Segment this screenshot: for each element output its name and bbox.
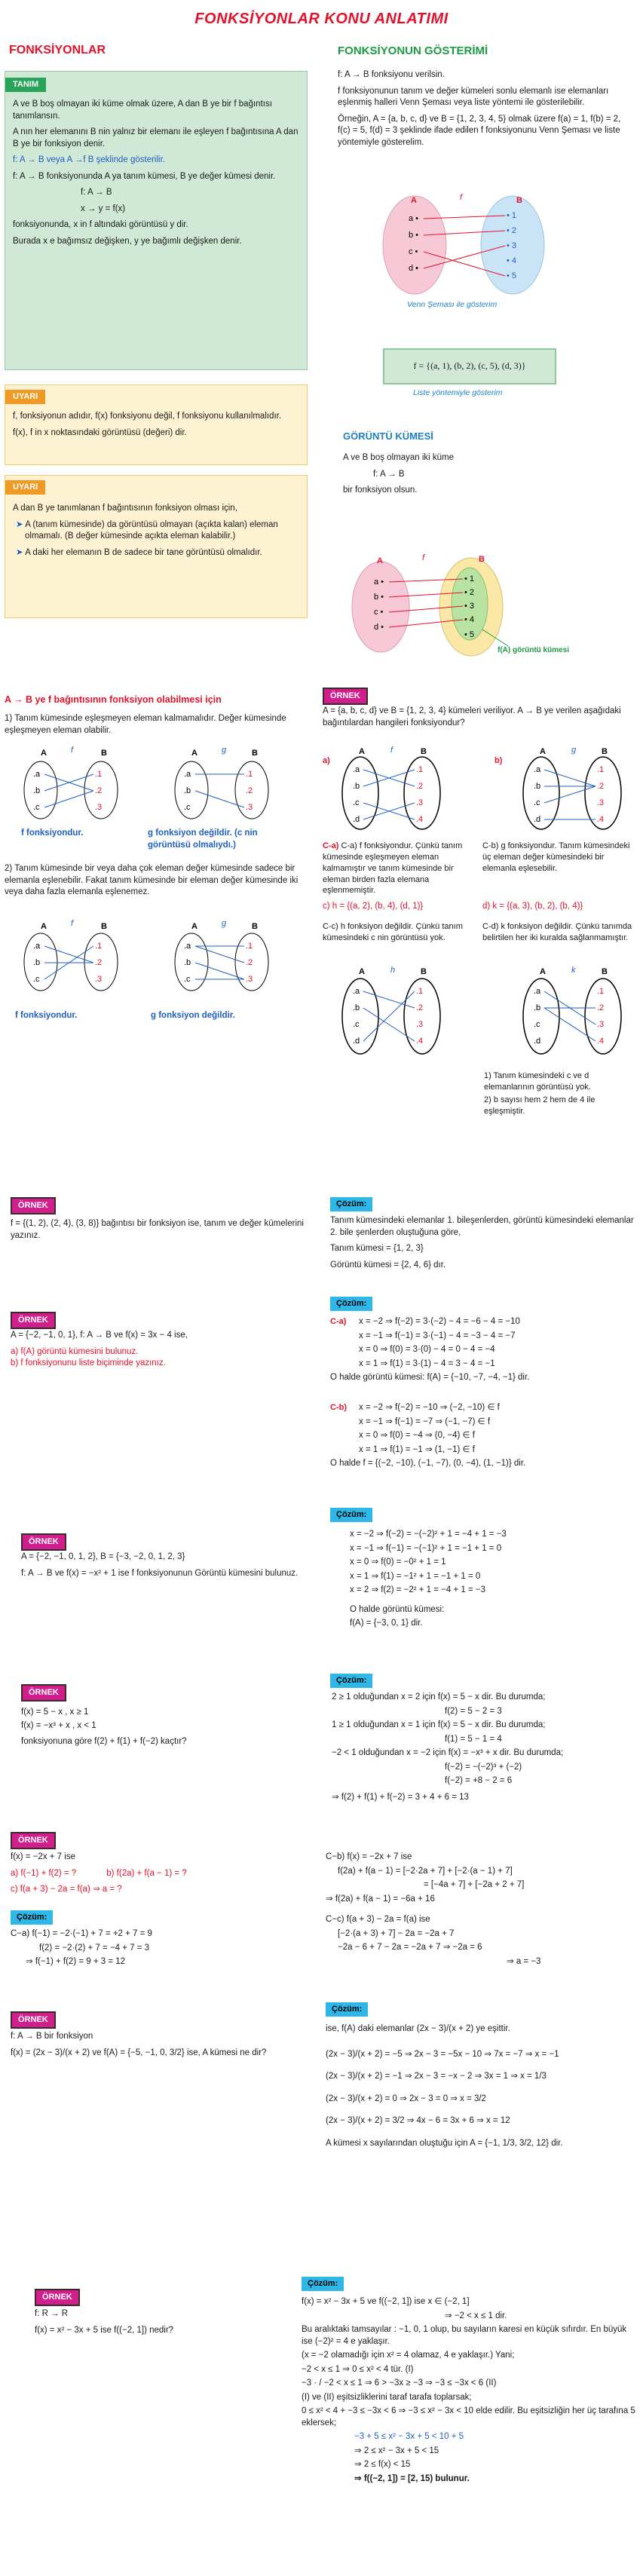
uyari-box-1 <box>5 384 308 465</box>
ex4-conclusion-2: f(A) = {−3, 0, 1} dir. <box>350 1619 423 1628</box>
ex6-c-line-4: ⇒ a = −3 <box>507 1956 541 1966</box>
svg-text:g: g <box>571 746 577 755</box>
ex1-answer-b <box>482 841 633 874</box>
svg-text:.a: .a <box>33 770 41 779</box>
svg-text:A: A <box>41 922 47 931</box>
svg-text:b •: b • <box>409 231 419 240</box>
svg-text:B: B <box>479 555 485 564</box>
svg-text:g: g <box>222 746 227 755</box>
ex8-question-2: f(x) = x² − 3x + 5 ise f((−2, 1]) nedir? <box>35 2325 174 2335</box>
svg-text:b): b) <box>494 756 503 765</box>
svg-text:.1: .1 <box>95 770 103 779</box>
svg-text:• 1: • 1 <box>507 211 517 220</box>
ex8-line-7: (I) ve (II) eşitsizliklerini taraf tarafa toplarsak; <box>302 2392 472 2402</box>
caption-g1 <box>148 828 299 851</box>
ex1-answer-b-text: C-b) g fonksiyondur. Tanım kümesindeki üç eleman değer kümesindeki bir elemanla eşlesebilir. <box>482 841 630 873</box>
tanim-text-1: A ve B boş olmayan iki küme olmak üzere, A dan B ye bir f bağıntısı tanımlansın. <box>13 100 272 121</box>
svg-text:.3: .3 <box>416 1020 424 1029</box>
ex3-b-line-2: x = −1 ⇒ f(−1) = −7 ⇒ (−1, −7) ∈ f <box>359 1417 491 1426</box>
svg-text:.3: .3 <box>246 803 253 812</box>
svg-text:.2: .2 <box>597 1003 605 1012</box>
ex6-b-line-2: f(2a) + f(a − 1) = [−2·2a + 7] + [−2·(a − 1) + 7] <box>338 1866 513 1876</box>
section2-title: A → B ye f bağıntısının fonksiyon olabilmesi için <box>5 694 222 705</box>
svg-text:d •: d • <box>409 264 419 273</box>
ex6-question-0: f(x) = −2x + 7 ise <box>11 1852 75 1861</box>
ex4-conclusion-1: O halde görüntü kümesi: <box>350 1604 445 1614</box>
svg-text:c •: c • <box>374 608 384 617</box>
ex5-question: fonksiyonuna göre f(2) + f(1) + f(−2) kaçtır? <box>21 1737 187 1747</box>
tanim-text-8: Burada x e bağımsız değişken, y ye bağımlı değişken denir. <box>13 236 242 246</box>
svg-text:A: A <box>359 747 365 756</box>
svg-text:h: h <box>390 966 396 975</box>
uyari-2-bullet-2 <box>13 547 299 559</box>
svg-text:.b: .b <box>184 958 191 967</box>
ex3-b-conclusion: O halde f = {(−2, −10), (−1, −7), (0, −4), (1, −1)} dir. <box>330 1459 526 1469</box>
ex5-line-7: f(−2) = +8 − 2 = 6 <box>445 1776 513 1786</box>
ex6-a-line-1: C−a) f(−1) = −2·(−1) + 7 = +2 + 7 = 9 <box>11 1929 152 1938</box>
goruntu-text-2: f: A → B <box>373 469 405 479</box>
ex1-answer-c: C-c) h fonksiyon değildir. Çünkü tanım kümesindeki c nin görüntüsü yok. <box>323 922 463 942</box>
svg-text:• 5: • 5 <box>507 271 517 280</box>
ex2-solution-1: Tanım kümesindeki elemanlar 1. bileşenlerden, görüntü kümesindeki elemanlar 2. bile şenlerden oluştuğuna göre, <box>330 1216 634 1237</box>
tanim-text-7: fonksiyonunda, x in f altındaki görüntüsü y dir. <box>13 220 188 230</box>
ex8-line-5: −2 < x ≤ 1 ⇒ 0 ≤ x² < 4 tür. (I) <box>302 2364 414 2374</box>
svg-text:.b: .b <box>184 786 191 795</box>
ex2-question: f = {(1, 2), (2, 4), (3, 8)} bağıntısı bir fonksiyon ise, tanım ve değer kümelerini yazınız. <box>11 1219 304 1240</box>
gosterim-text-2: f fonksiyonunun tanım ve değer kümeleri sonlu elemanlı ise elemanları eşlenmiş halleri Venn Şeması veya liste yöntemi ile gösterilebilir. <box>338 86 609 108</box>
ex4-question-1: A = {−2, −1, 0, 1, 2}, B = {−3, −2, 0, 1, 2, 3} <box>21 1552 185 1561</box>
ex1-diagrams-ab <box>323 746 639 837</box>
venn-caption: Venn Şeması ile gösterim <box>407 300 498 309</box>
rule-2: 2) Tanım kümesinde bir veya daha çok eleman değer kümesinde sadece bir elemanla eşlenebilir. Fakat tanım kümesinde bir eleman değer kümesinde iki veya daha fazla elemanla eşlenemez. <box>5 864 299 897</box>
cozum-tag-5: Çözüm: <box>330 1674 372 1688</box>
ex3-solution-a-label: C-a) <box>330 1317 347 1326</box>
ex7-setup: ise, f(A) daki elemanlar (2x − 3)/(x + 2) ye eşittir. <box>326 2024 510 2033</box>
svg-text:a •: a • <box>374 577 384 587</box>
svg-text:.3: .3 <box>597 1020 605 1029</box>
svg-text:A: A <box>41 749 47 758</box>
ex7-line-2: (2x − 3)/(x + 2) = −1 ⇒ 2x − 3 = −x − 2 ⇒ 3x = 1 ⇒ x = 1/3 <box>326 2072 547 2081</box>
ex7-question-2: f(x) = (2x − 3)/(x + 2) ve f(A) = {−5, −1, 0, 3/2} ise, A kümesi ne dir? <box>11 2048 267 2057</box>
svg-text:.4: .4 <box>597 1037 605 1046</box>
ex3-a-line-2: x = −1 ⇒ f(−1) = 3·(−1) − 4 = −3 − 4 = −7 <box>359 1331 516 1340</box>
ex6-c-line-2: [−2·(a + 3) + 7] − 2a = −2a + 7 <box>338 1928 455 1938</box>
ex5-piece-2: f(x) = −x³ + x , x < 1 <box>21 1720 96 1730</box>
svg-text:f: f <box>390 746 393 755</box>
svg-text:.3: .3 <box>246 975 253 984</box>
list-caption: Liste yöntemiyle gösterim <box>413 388 503 397</box>
svg-text:• 3: • 3 <box>507 241 517 250</box>
arrow-icon: ➤ <box>16 519 26 529</box>
ex3-question: A = {−2, −1, 0, 1}, f: A → B ve f(x) = 3x − 4 ise, <box>11 1331 188 1340</box>
ex7-line-1: (2x − 3)/(x + 2) = −5 ⇒ 2x − 3 = −5x − 10 ⇒ 7x = −7 ⇒ x = −1 <box>326 2049 559 2059</box>
cozum-tag-3: Çözüm: <box>330 1297 372 1311</box>
svg-text:.a: .a <box>534 987 541 996</box>
ex6-b-line-3: = [−4a + 7] + [−2a + 2 + 7] <box>424 1880 525 1890</box>
svg-text:• 1: • 1 <box>464 574 475 584</box>
ex7-conclusion: A kümesi x sayılarından oluştuğu için A = {−1, 1/3, 3/2, 12} dir. <box>326 2138 563 2148</box>
svg-text:.b: .b <box>534 1003 541 1012</box>
svg-text:.b: .b <box>33 958 41 967</box>
ex3-a-line-3: x = 0 ⇒ f(0) = 3·(0) − 4 = 0 − 4 = −4 <box>359 1345 495 1355</box>
ex8-line-10: ⇒ 2 ≤ x² − 3x + 5 < 15 <box>354 2446 439 2455</box>
ex6-a-line-3: ⇒ f(−1) + f(2) = 9 + 3 = 12 <box>26 1957 126 1967</box>
svg-text:.1: .1 <box>246 942 253 951</box>
svg-text:.2: .2 <box>246 958 253 967</box>
ornek-tag-1: ÖRNEK <box>323 688 368 705</box>
tanim-box <box>5 71 308 370</box>
tanim-text-3: f: A → B veya A →f B şeklinde gösterilir. <box>13 155 165 165</box>
svg-text:.d: .d <box>353 1037 360 1046</box>
svg-text:.4: .4 <box>416 815 424 824</box>
ex3-b-line-4: x = 1 ⇒ f(1) = −1 ⇒ (1, −1) ∈ f <box>359 1444 475 1454</box>
svg-text:a •: a • <box>409 214 419 223</box>
ornek-tag-8: ÖRNEK <box>35 2289 80 2306</box>
svg-text:B: B <box>516 196 522 205</box>
svg-text:.c: .c <box>184 975 191 984</box>
ex1-note-1: 1) Tanım kümesindeki c ve d elemanlarının görüntüsü yok. <box>484 1071 591 1092</box>
svg-text:c •: c • <box>409 247 418 256</box>
ex3-part-b: b) f fonksiyonunu liste biçiminde yazınız. <box>11 1358 166 1368</box>
ex3-solution-a <box>330 1316 635 1386</box>
caption-g1-text: g fonksiyon değildir. (c nin görüntüsü olmalıydı.) <box>148 829 258 850</box>
svg-text:.d: .d <box>534 815 541 824</box>
svg-text:• 2: • 2 <box>507 226 517 235</box>
svg-text:f: f <box>422 553 425 562</box>
svg-text:A: A <box>540 747 546 756</box>
svg-text:A: A <box>540 967 546 976</box>
ex6-question-b: b) f(2a) + f(a − 1) = ? <box>106 1868 187 1878</box>
uyari-tag-2: UYARI <box>5 480 45 495</box>
svg-text:.c: .c <box>534 1020 540 1029</box>
ex8-line-2: ⇒ −2 < x ≤ 1 dir. <box>445 2311 507 2320</box>
ex4-question-2: f: A → B ve f(x) = −x² + 1 ise f fonksiyonunun Görüntü kümesini bulunuz. <box>21 1568 299 1578</box>
uyari-1-text-1: f, fonksiyonun adıdır, f(x) fonksiyonu değil, f fonksiyonu kullanılmalıdır. <box>13 412 282 421</box>
svg-text:.2: .2 <box>246 786 253 795</box>
svg-text:B: B <box>602 747 608 756</box>
ornek-tag-6: ÖRNEK <box>11 1832 56 1849</box>
ex8-line-6: −3 · / −2 < x ≤ 1 ⇒ 6 > −3x ≥ −3 ⇒ −3 ≤ −3x < 6 (II) <box>302 2378 497 2388</box>
ex7-line-4: (2x − 3)/(x + 2) = 3/2 ⇒ 4x − 6 = 3x + 6 ⇒ x = 12 <box>326 2116 510 2126</box>
ex8-line-1: f(x) = x² − 3x + 5 ve f((−2, 1]) ise x ∈ (−2, 1] <box>302 2297 470 2306</box>
ex3-a-conclusion: O halde görüntü kümesi: f(A) = {−10, −7, −4, −1} dir. <box>330 1373 530 1383</box>
ex5-conclusion: ⇒ f(2) + f(1) + f(−2) = 3 + 4 + 6 = 13 <box>332 1792 469 1802</box>
uyari-2-text-1: A dan B ye tanımlanan f bağıntısının fonksiyon olması için, <box>13 504 237 513</box>
ex3-a-line-1: x = −2 ⇒ f(−2) = 3·(−2) − 4 = −6 − 4 = −10 <box>359 1317 520 1326</box>
svg-text:.4: .4 <box>416 1037 424 1046</box>
svg-text:d •: d • <box>374 623 384 632</box>
ornek-tag-4: ÖRNEK <box>21 1533 66 1551</box>
svg-text:.3: .3 <box>597 798 605 807</box>
tanim-tag: TANIM <box>5 78 46 92</box>
svg-text:B: B <box>101 922 107 931</box>
ornek-tag-3: ÖRNEK <box>11 1312 56 1329</box>
ex5-line-2: f(2) = 5 − 2 = 3 <box>445 1706 502 1716</box>
diagram-g1 <box>175 746 268 819</box>
svg-text:.4: .4 <box>597 815 605 824</box>
ex1-c-question: c) h = {(a, 2), (b, 4), (d, 1)} <box>323 902 424 911</box>
gosterim-text-1: f: A → B fonksiyonu verilsin. <box>338 70 445 79</box>
svg-text:A: A <box>359 967 365 976</box>
caption-f2: f fonksiyondur. <box>15 1011 78 1020</box>
svg-text:.c: .c <box>353 798 360 807</box>
uyari-2-bullet-1 <box>13 519 299 543</box>
diagram-f1 <box>24 746 118 819</box>
svg-text:.c: .c <box>353 1020 360 1029</box>
ex1-answer-d: C-d) k fonksiyon değildir. Çünkü tanımda belirtilen her iki kuralda sağlanmamıştır. <box>482 922 632 942</box>
uyari-tag-1: UYARI <box>5 390 45 404</box>
cozum-tag-2: Çözüm: <box>330 1197 372 1211</box>
ex6-a-line-2: f(2) = −2·(2) + 7 = −4 + 7 = 3 <box>39 1943 150 1953</box>
ex4-line-3: x = 0 ⇒ f(0) = −0² + 1 = 1 <box>350 1558 446 1567</box>
uyari-2-bullet-1-text: A (tanım kümesinde) da görüntüsü olmayan (açıkta kalan) eleman olmamalı. (B değer kümesinde açıkta eleman kalabilir.) <box>25 519 278 541</box>
svg-text:.1: .1 <box>416 765 424 774</box>
tanim-text-6: x → y = f(x) <box>81 204 126 213</box>
ex3-b-line-1: x = −2 ⇒ f(−2) = −10 ⇒ (−2, −10) ∈ f <box>359 1403 500 1412</box>
ex1-d-question: d) k = {(a, 3), (b, 2), (b, 4)} <box>482 902 583 911</box>
svg-text:.2: .2 <box>416 782 424 791</box>
svg-text:A: A <box>377 556 383 565</box>
ex4-line-4: x = 1 ⇒ f(1) = −1² + 1 = −1 + 1 = 0 <box>350 1571 481 1581</box>
ex3-part-a: a) f(A) görüntü kümesini bulunuz. <box>11 1346 139 1356</box>
svg-text:B: B <box>421 967 427 976</box>
ex7-line-3: (2x − 3)/(x + 2) = 0 ⇒ 2x − 3 = 0 ⇒ x = 3/2 <box>326 2094 486 2103</box>
svg-text:.2: .2 <box>597 782 605 791</box>
gosterim-text-3: Örneğin, A = {a, b, c, d} ve B = {1, 2, 3, 4, 5} olmak üzere f(a) = 1, f(b) = 2, f(c) = 5, f(d) = 3 şeklinde ifade edilen f fonksiyonunu Venn Şeması ve liste yöntemiyle gösterelim. <box>338 114 621 147</box>
svg-text:.1: .1 <box>597 765 605 774</box>
svg-text:.a: .a <box>534 765 541 774</box>
arrow-icon: ➤ <box>16 547 26 557</box>
venn-diagram <box>377 192 565 313</box>
svg-text:A: A <box>411 196 417 205</box>
cozum-tag-4: Çözüm: <box>330 1508 372 1522</box>
svg-text:B: B <box>252 749 258 758</box>
rule2-diagrams <box>11 920 297 1010</box>
ex7-question-1: f: A → B bir fonksiyon <box>11 2032 93 2041</box>
svg-text:.a: .a <box>353 987 360 996</box>
ornek-tag-7: ÖRNEK <box>11 2011 56 2029</box>
ex4-line-2: x = −1 ⇒ f(−1) = −(−1)² + 1 = −1 + 1 = 0 <box>350 1543 502 1553</box>
ornek-tag-2: ÖRNEK <box>11 1197 56 1214</box>
section-heading-gosterim: FONKSİYONUN GÖSTERİMİ <box>338 44 488 57</box>
svg-text:.c: .c <box>33 803 40 812</box>
svg-text:.3: .3 <box>416 798 424 807</box>
rule-1: 1) Tanım kümesinde eşleşmeyen eleman kalmamalıdır. Değer kümesinde eşleşmeyen eleman olabilir. <box>5 714 286 735</box>
svg-text:.b: .b <box>353 782 360 791</box>
ex6-question-a: a) f(−1) + f(2) = ? <box>11 1868 77 1878</box>
ex3-b-line-3: x = 0 ⇒ f(0) = −4 ⇒ (0, −4) ∈ f <box>359 1431 475 1441</box>
svg-text:.1: .1 <box>597 987 605 996</box>
ex2-solution-2: Tanım kümesi = {1, 2, 3} <box>330 1244 424 1254</box>
svg-text:.d: .d <box>353 815 360 824</box>
svg-text:.c: .c <box>33 975 40 984</box>
ex6-b-line-4: ⇒ f(2a) + f(a − 1) = −6a + 16 <box>326 1894 435 1904</box>
cozum-tag-6: Çözüm: <box>11 1910 53 1925</box>
svg-text:A: A <box>191 749 197 758</box>
ex5-line-4: f(1) = 5 − 1 = 4 <box>445 1734 502 1744</box>
ex1-question: A = {a, b, c, d} ve B = {1, 2, 3, 4} kümeleri veriliyor. A → B ye verilen aşağıdaki bağıntılardan hangileri fonksiyondur? <box>323 706 621 727</box>
svg-text:• 3: • 3 <box>464 602 475 611</box>
list-notation: f = {(a, 1), (b, 2), (c, 5), (d, 3)} <box>413 360 526 371</box>
svg-text:.c: .c <box>534 798 540 807</box>
tanim-text-2: A nın her elemanını B nin yalnız bir elemanı ile eşleyen f bağıntısına A dan B ye bir fonksiyon denir. <box>13 127 299 149</box>
ex3-solution-b <box>330 1402 635 1472</box>
cozum-tag-7: Çözüm: <box>326 2002 368 2017</box>
tanim-text-5: f: A → B <box>81 188 112 198</box>
ex1-answer-a-text: C-a) f fonksiyondur. Çünkü tanım kümesinde eşleşmeyen eleman kalmamıştır ve tanım kümesinde bir eleman birden fazla elemana eşlenmemiştir. <box>323 841 463 896</box>
svg-text:.d: .d <box>534 1037 541 1046</box>
ex6-question-ab <box>11 1868 320 1880</box>
uyari-1-text-2: f(x), f in x noktasındaki görüntüsü (değeri) dir. <box>13 427 187 437</box>
ex3-solution-b-label: C-b) <box>330 1403 347 1412</box>
ex5-line-1: 2 ≥ 1 olduğundan x = 2 için f(x) = 5 − x dir. Bu durumda; <box>332 1692 546 1702</box>
svg-text:.c: .c <box>184 803 191 812</box>
svg-text:f: f <box>71 746 74 755</box>
ex4-line-1: x = −2 ⇒ f(−2) = −(−2)² + 1 = −4 + 1 = −3 <box>350 1530 507 1539</box>
svg-text:.3: .3 <box>95 803 103 812</box>
ex6-c-line-3: −2a − 6 + 7 − 2a = −2a + 7 ⇒ −2a = 6 <box>338 1943 482 1953</box>
svg-text:b •: b • <box>374 593 384 602</box>
ex5-line-5: −2 < 1 olduğundan x = −2 için f(x) = −x³ + x dir. Bu durumda; <box>332 1748 564 1758</box>
svg-text:.b: .b <box>353 1003 360 1012</box>
goruntu-text-3: bir fonksiyon olsun. <box>343 485 418 495</box>
ex3-a-line-4: x = 1 ⇒ f(1) = 3·(1) − 4 = 3 − 4 = −1 <box>359 1358 495 1368</box>
svg-text:.3: .3 <box>95 975 103 984</box>
svg-text:.a: .a <box>353 765 360 774</box>
svg-text:.2: .2 <box>416 1003 424 1012</box>
svg-text:B: B <box>252 922 258 931</box>
goruntu-diagram <box>347 553 569 667</box>
section-heading-fonksiyonlar: FONKSİYONLAR <box>9 44 106 57</box>
svg-text:.a: .a <box>184 770 191 779</box>
ex6-b-line-1: C−b) f(x) = −2x + 7 ise <box>326 1852 412 1861</box>
svg-text:.a: .a <box>184 942 191 951</box>
svg-text:.1: .1 <box>416 987 424 996</box>
page-title: FONKSİYONLAR KONU ANLATIMI <box>194 11 449 27</box>
svg-text:• 4: • 4 <box>464 615 475 624</box>
ornek-tag-5: ÖRNEK <box>21 1684 66 1702</box>
caption-g2: g fonksiyon değildir. <box>151 1011 235 1020</box>
ex1-diagrams-cd <box>323 966 639 1064</box>
svg-text:f: f <box>71 919 74 928</box>
svg-text:f: f <box>460 193 463 202</box>
svg-text:.2: .2 <box>95 786 103 795</box>
svg-text:.b: .b <box>33 786 41 795</box>
ex6-c-line-1: C−c) f(a + 3) − 2a = f(a) ise <box>326 1915 430 1925</box>
ex8-line-3: Bu aralıktaki tamsayılar : −1, 0, 1 olup, bu sayıların karesi en küçük sıfırdır. En büyük ise (−2)² = 4 e yaklaşır. <box>302 2325 627 2346</box>
svg-text:.1: .1 <box>246 770 253 779</box>
ex8-question-1: f: R → R <box>35 2309 69 2318</box>
svg-text:• 5: • 5 <box>464 630 475 639</box>
svg-text:.2: .2 <box>95 958 103 967</box>
ex1-answer-a: C-a) C-a) f fonksiyondur. Çünkü tanım kümesinde eşleşmeyen eleman kalmamıştır ve tanım kümesinde bir eleman birden fazla elemana eşlenmemiştir. <box>323 841 463 896</box>
svg-text:.a: .a <box>33 942 41 951</box>
ex5-line-3: 1 ≥ 1 olduğundan x = 1 için f(x) = 5 − x dir. Bu durumda; <box>332 1720 546 1730</box>
svg-text:a): a) <box>323 756 330 765</box>
tanim-text-4: f: A → B fonksiyonunda A ya tanım kümesi, B ye değer kümesi denir. <box>13 171 276 181</box>
ex4-line-5: x = 2 ⇒ f(2) = −2² + 1 = −4 + 1 = −3 <box>350 1585 486 1595</box>
ex8-line-9: −3 + 5 ≤ x² − 3x + 5 < 10 + 5 <box>354 2432 464 2442</box>
svg-text:k: k <box>571 966 576 975</box>
ex5-line-6: f(−2) = −(−2)³ + (−2) <box>445 1762 522 1772</box>
svg-text:A: A <box>191 922 197 931</box>
goruntu-text-1: A ve B boş olmayan iki küme <box>343 453 455 462</box>
uyari-2-bullet-2-text: A daki her elemanın B de sadece bir tane görüntüsü olmalıdır. <box>25 547 262 557</box>
ex8-line-8: 0 ≤ x² < 4 + −3 ≤ −3x < 6 ⇒ −3 ≤ x² − 3x < 10 elde edilir. Bu eşitsizliğin her üç tarafına 5 eklersek; <box>302 2406 635 2427</box>
cozum-tag-8: Çözüm: <box>302 2277 344 2291</box>
ex8-line-4: (x = −2 olamadığı için x² = 4 olamaz, 4 e yaklaşır.) Yani; <box>302 2351 515 2360</box>
svg-text:B: B <box>101 749 107 758</box>
goruntu-caption: f(A) görüntü kümesi <box>498 646 569 654</box>
ex6-question-c: c) f(a + 3) − 2a = f(a) ⇒ a = ? <box>11 1885 122 1894</box>
svg-text:• 2: • 2 <box>464 588 475 597</box>
svg-text:.b: .b <box>534 782 541 791</box>
list-box <box>383 348 556 384</box>
svg-text:B: B <box>602 967 608 976</box>
uyari-box-2 <box>5 475 308 618</box>
ex1-note-2: 2) b sayısı hem 2 hem de 4 ile eşleşmiştir. <box>484 1095 596 1116</box>
svg-text:g: g <box>222 919 227 928</box>
ex8-line-11: ⇒ 2 ≤ f(x) < 15 <box>354 2460 411 2470</box>
svg-text:• 4: • 4 <box>507 256 517 265</box>
ex2-solution-3: Görüntü kümesi = {2, 4, 6} dır. <box>330 1260 446 1270</box>
goruntu-heading: GÖRÜNTÜ KÜMESİ <box>343 430 433 442</box>
ex8-line-12: ⇒ f((−2, 1]) = [2, 15) bulunur. <box>354 2473 470 2483</box>
ex5-piece-1: f(x) = 5 − x , x ≥ 1 <box>21 1708 89 1717</box>
svg-text:B: B <box>421 747 427 756</box>
svg-text:.1: .1 <box>95 942 103 951</box>
caption-f1: f fonksiyondur. <box>21 829 84 838</box>
